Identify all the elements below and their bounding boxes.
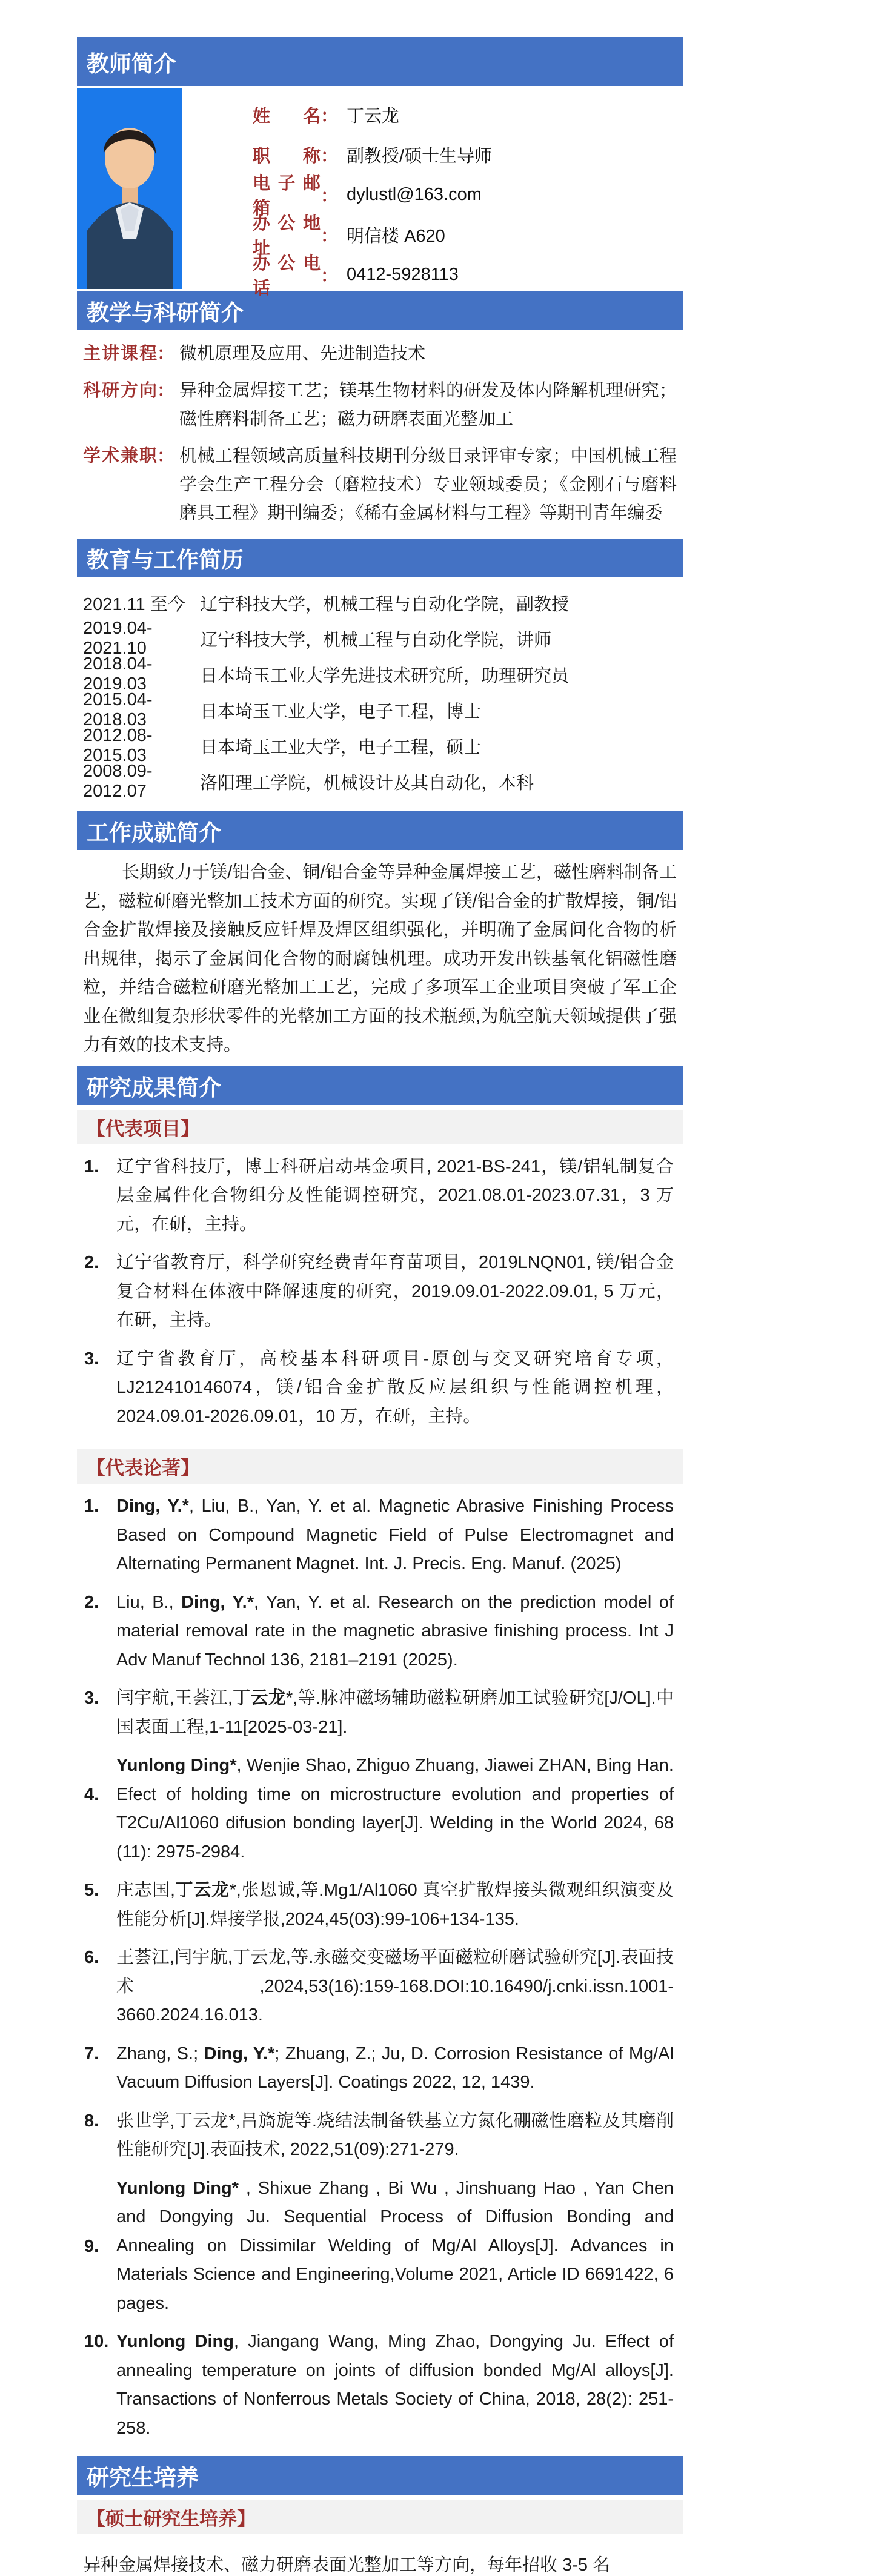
publication-item (77, 1944, 683, 2030)
achievement-paragraph: 长期致力于镁/铝合金、铜/铝合金等异种金属焊接工艺，磁性磨料制备工艺，磁粒研磨光整加工技术方面的研究。实现了镁/铝合金的扩散焊接，铜/铝合金扩散焊接及接触反应钎焊及焊区组织强化，并明确了金属间化合物的析出规律，揭示了金属间化合物的耐腐蚀机理。成功开发出铁基氧化铝磁性磨粒，并结合磁粒研磨光整加工工艺，完成了多项军工企业项目突破了军工企业在微细复杂形状零件的光整加工方面的技术瓶颈,为航空航天领域提供了强力有效的技术支持。 (83, 863, 677, 1055)
history-period: 2018.04-2019.03 (83, 654, 153, 694)
section-banner-profile (77, 37, 683, 86)
history-detail: 辽宁科技大学，机械工程与自动化学院，副教授 (200, 594, 570, 614)
history-detail: 辽宁科技大学，机械工程与自动化学院，讲师 (200, 630, 552, 650)
publication-item-number: 6. (84, 1948, 99, 1967)
publication-item (77, 1492, 683, 1579)
history-row (83, 762, 683, 801)
history-row (83, 591, 683, 615)
profile-field-value[interactable]: 副教授/硕士生导师 (347, 146, 493, 166)
profile-info-row (253, 95, 492, 134)
history-row (83, 654, 683, 694)
project-item-number: 3. (84, 1349, 99, 1369)
publication-item (77, 2174, 683, 2319)
teaching-row-label: 学术兼职 (83, 446, 157, 466)
profile-field-label: 姓名 (253, 106, 321, 126)
history-detail: 洛阳理工学院，机械设计及其自动化，本科 (200, 773, 534, 793)
profile-field-colon: ： (321, 106, 339, 126)
publication-item (77, 2040, 683, 2097)
projects-subheader-text: 【代表项目】 (87, 1118, 199, 1140)
publication-item-text: 闫宇航,王荟江,丁云龙*,等.脉冲磁场辅助磁粒研磨加工试验研究[J/OL].中国表面工程,1-11[2025-03-21]. (116, 1688, 674, 1737)
portrait-photo-placeholder (77, 88, 182, 289)
publication-item-text: 王荟江,闫宇航,丁云龙,等.永磁交变磁场平面磁粒研磨试验研究[J].表面技术,2024,53(16):159-168.DOI:10.16490/j.cnki.issn.1001-3660.2024.16.013. (116, 1948, 674, 2025)
section-banner-history (77, 539, 683, 577)
history-row (83, 726, 683, 765)
history-period: 2012.08-2015.03 (83, 726, 153, 765)
publication-item-number: 1. (84, 1496, 99, 1516)
profile-field-value[interactable]: dylustl@163.com (347, 184, 482, 204)
publication-item-number: 2. (84, 1592, 99, 1612)
students-recruit-text: 异种金属焊接技术、磁力研磨表面光整加工等方向，每年招收 3-5 名 (83, 2555, 611, 2575)
publication-item-number: 4. (84, 1785, 99, 1804)
section-title-research: 研究成果简介 (87, 1075, 221, 1100)
publication-item (77, 1751, 683, 1867)
profile-field-value[interactable]: 丁云龙 (347, 106, 400, 126)
project-item (77, 1153, 683, 1240)
profile-info-row (253, 254, 492, 298)
page-content (77, 0, 683, 2576)
publication-item (77, 1588, 683, 1675)
publications-list (77, 1484, 683, 2456)
teaching-row-colon: ： (157, 344, 175, 363)
teaching-row-value: 异种金属焊接工艺；镁基生物材料的研发及体内降解机理研究；磁性磨料制备工艺；磁力研磨表面光整加工 (179, 381, 677, 429)
publication-item-text: Yunlong Ding* , Shixue Zhang , Bi Wu , Jinshuang Hao , Yan Chen and Dongying Ju. Sequential Process of Diffusion Bonding and Annealing on Dissimilar Welding of Mg/Al Alloys[J]. Advances in Materials Science and Engineering,Volume 2021, Article ID 6691422, 6 pages. (116, 2178, 674, 2313)
publication-item-text: Ding, Y.*, Liu, B., Yan, Y. et al. Magnetic Abrasive Finishing Process Based on Compound Magnetic Field of Pulse Electromagnet and Alternating Permanent Magnet. Int. J. Precis. Eng. Manuf. (2025) (116, 1496, 674, 1573)
publication-item-text: Liu, B., Ding, Y.*, Yan, Y. et al. Research on the prediction model of material removal rate in the magnetic abrasive finishing process. Int J Adv Manuf Technol 136, 2181–2191 (2025). (116, 1592, 674, 1670)
profile-field-label: 办公地址 (253, 214, 321, 258)
section-banner-achievement (77, 811, 683, 850)
publication-item (77, 2328, 683, 2443)
history-detail: 日本埼玉工业大学，电子工程，博士 (200, 702, 482, 722)
teaching-row (83, 442, 677, 528)
teaching-row (83, 340, 677, 368)
publication-item-number: 7. (84, 2043, 99, 2063)
teaching-row-colon: ： (157, 381, 175, 400)
publication-item (77, 1684, 683, 1742)
publication-item-text: Zhang, S.; Ding, Y.*; Zhuang, Z.; Ju, D. Corrosion Resistance of Mg/Al Vacuum Diffusion Layers[J]. Coatings 2022, 12, 1439. (116, 2043, 674, 2092)
publication-item-number: 9. (84, 2236, 99, 2256)
project-item-text: 辽宁省教育厅，科学研究经费青年育苗项目，2019LNQN01, 镁/铝合金复合材料在体液中降解速度的研究，2019.09.01-2022.09.01, 5 万元，在研，主持。 (116, 1253, 674, 1330)
profile-block (77, 88, 683, 298)
publication-item-text: Yunlong Ding, Jiangang Wang, Ming Zhao, Dongying Ju. Effect of annealing temperature on joints of diffusion bonded Mg/Al alloys[J]. Transactions of Nonferrous Metals Society of China, 2018, 28(2): 251-258. (116, 2332, 674, 2438)
publication-item-number: 5. (84, 1881, 99, 1900)
history-period: 2015.04-2018.03 (83, 690, 153, 729)
history-period: 2019.04-2021.10 (83, 619, 153, 658)
project-item (77, 1345, 683, 1432)
publication-item-number: 3. (84, 1688, 99, 1708)
section-title-history: 教育与工作简历 (87, 548, 244, 573)
publication-item-text: 张世学,丁云龙*,吕旖旎等.烧结法制备铁基立方氮化硼磁性磨粒及其磨削性能研究[J].表面技术, 2022,51(09):271-279. (116, 2111, 674, 2159)
publications-subheader-text: 【代表论著】 (87, 1458, 199, 1479)
project-item-text: 辽宁省科技厅，博士科研启动基金项目, 2021-BS-241，镁/铝轧制复合层金属件化合物组分及性能调控研究，2021.08.01-2023.07.31，3 万元，在研，主持。 (116, 1157, 674, 1234)
publications-subheader (77, 1449, 683, 1484)
publication-item-number: 10. (84, 2332, 109, 2351)
projects-subheader (77, 1110, 683, 1144)
teaching-row (83, 377, 677, 434)
teaching-row-value: 机械工程领域高质量科技期刊分级目录评审专家；中国机械工程学会生产工程分会（磨粒技术）专业领域委员；《金刚石与磨料磨具工程》期刊编委；《稀有金属材料与工程》等期刊青年编委 (179, 446, 677, 523)
section-banner-students (77, 2456, 683, 2495)
project-item-number: 1. (84, 1157, 99, 1177)
profile-field-label: 职称 (253, 146, 321, 166)
teaching-row-colon: ： (157, 446, 175, 466)
publication-item (77, 2107, 683, 2165)
profile-field-label: 电子邮箱 (253, 174, 321, 218)
profile-photo (77, 88, 182, 289)
publication-item-text: 庄志国,丁云龙*,张恩诚,等.Mg1/Al1060 真空扩散焊接头微观组织演变及性能分析[J].焊接学报,2024,45(03):99-106+134-135. (116, 1881, 674, 1929)
teaching-block (77, 330, 683, 539)
profile-field-label: 办公电话 (253, 254, 321, 298)
profile-field-colon: ： (321, 266, 339, 286)
project-item-number: 2. (84, 1253, 99, 1272)
profile-info-row (253, 214, 492, 258)
history-detail: 日本埼玉工业大学先进技术研究所，助理研究员 (200, 666, 570, 686)
profile-field-value[interactable]: 0412-5928113 (347, 264, 459, 284)
project-item (77, 1249, 683, 1335)
profile-field-colon: ： (321, 146, 339, 166)
publication-item-number: 8. (84, 2111, 99, 2131)
students-subheader (77, 2500, 683, 2534)
profile-info-row (253, 134, 492, 174)
projects-list (77, 1144, 683, 1445)
project-item-text: 辽宁省教育厅，高校基本科研项目-原创与交叉研究培育专项，LJ212410146074，镁/铝合金扩散反应层组织与性能调控机理，2024.09.01-2026.09.01，10 万，在研，主持。 (116, 1349, 674, 1426)
history-detail: 日本埼玉工业大学，电子工程，硕士 (200, 737, 482, 757)
profile-info-row (253, 174, 492, 218)
history-period: 2021.11 至今 (83, 594, 185, 614)
teaching-row-value: 微机原理及应用、先进制造技术 (179, 344, 426, 363)
teaching-row-label: 科研方向 (83, 381, 157, 400)
teaching-row-label: 主讲课程 (83, 344, 157, 363)
section-banner-research (77, 1066, 683, 1105)
section-title-students: 研究生培养 (87, 2465, 199, 2490)
profile-field-value[interactable]: 明信楼 A620 (347, 226, 445, 246)
section-banner-teaching (77, 291, 683, 330)
publication-item (77, 1876, 683, 1934)
publication-item-text: Yunlong Ding*, Wenjie Shao, Zhiguo Zhuang, Jiawei ZHAN, Bing Han. Efect of holding time on microstructure evolution and properties of T2Cu/Al1060 difusion bonding layer[J]. Welding in the World 2024, 68 (11): 2975-2984. (116, 1756, 674, 1862)
profile-field-colon: ： (321, 186, 339, 206)
history-row (83, 690, 683, 729)
profile-field-colon: ： (321, 226, 339, 246)
profile-info (253, 88, 493, 298)
section-title-profile: 教师简介 (87, 51, 176, 76)
students-subheader-text: 【硕士研究生培养】 (87, 2508, 256, 2529)
history-period: 2008.09-2012.07 (83, 762, 153, 801)
section-title-teaching: 教学与科研简介 (87, 300, 244, 325)
history-timeline (77, 577, 683, 811)
section-title-achievement: 工作成就简介 (87, 820, 221, 845)
history-row (83, 619, 683, 658)
